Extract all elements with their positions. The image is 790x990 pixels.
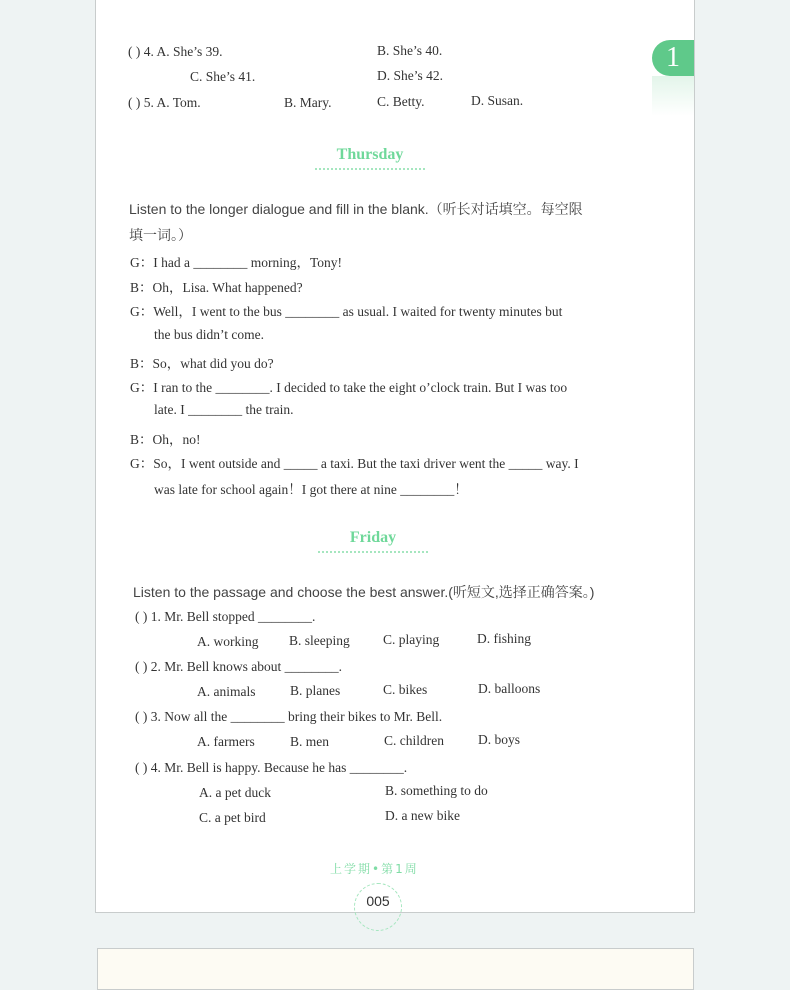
option-b: B. men [290,734,329,749]
question-4: ( ) 4. A. She’s 39. [128,44,223,59]
option-d: D. a new bike [385,808,460,823]
dialogue-line: B：Oh，no! [130,432,201,447]
option-c: C. bikes [383,682,428,697]
question-1: ( ) 1. Mr. Bell stopped ________. [135,609,316,624]
option-b: B. planes [290,683,341,698]
friday-heading: Friday [313,529,433,553]
dialogue-line: B：Oh，Lisa. What happened? [130,280,303,295]
page-number: 005 [354,883,402,931]
thursday-heading: Thursday [310,146,430,170]
question-3: ( ) 3. Now all the ________ bring their bikes to Mr. Bell. [135,709,443,724]
footer-section: 上学期•第1周 [330,862,419,876]
dialogue-line: B：So，what did you do? [130,356,274,371]
dialogue-line: G：I had a ________ morning，Tony! [130,255,343,270]
option-c: C. Betty. [377,94,425,109]
option-d: D. balloons [478,681,541,696]
option-a: A. animals [197,684,256,699]
dialogue-line: was late for school again！I got there at nine ________！ [154,482,468,497]
tab-shadow [652,76,694,116]
dialogue-line: the bus didn’t come. [154,327,264,342]
thursday-instruction: Listen to the longer dialogue and fill in the blank.（听长对话填空。每空限 [129,201,583,217]
option-a: A. a pet duck [199,785,271,800]
unit-tab: 1 [652,40,694,76]
option-c: C. playing [383,632,440,647]
question-4: ( ) 4. Mr. Bell is happy. Because he has ________. [135,760,408,775]
dialogue-line: G：Well，I went to the bus ________ as usual. I waited for twenty minutes but [130,304,563,319]
option-c: C. a pet bird [199,810,266,825]
option-a: A. farmers [197,734,255,749]
option-c: C. She’s 41. [190,69,256,84]
option-b: B. Mary. [284,95,332,110]
option-d: D. fishing [477,631,531,646]
option-b: B. sleeping [289,633,350,648]
friday-instruction: Listen to the passage and choose the best answer.(听短文,选择正确答案。) [133,584,595,600]
option-a: A. working [197,634,259,649]
next-page [97,948,694,990]
thursday-instruction-cont: 填一词。） [129,227,192,243]
option-d: D. boys [478,732,521,747]
option-d: D. She’s 42. [377,68,444,83]
dialogue-line: G：So，I went outside and _____ a taxi. But the taxi driver went the _____ way. I [130,456,579,471]
question-2: ( ) 2. Mr. Bell knows about ________. [135,659,342,674]
dialogue-line: late. I ________ the train. [154,402,294,417]
option-c: C. children [384,733,444,748]
option-b: B. something to do [385,783,488,798]
dialogue-line: G：I ran to the ________. I decided to take the eight o’clock train. But I was too [130,380,568,395]
question-5: ( ) 5. A. Tom. [128,95,201,110]
option-d: D. Susan. [471,93,524,108]
option-b: B. She’s 40. [377,43,443,58]
